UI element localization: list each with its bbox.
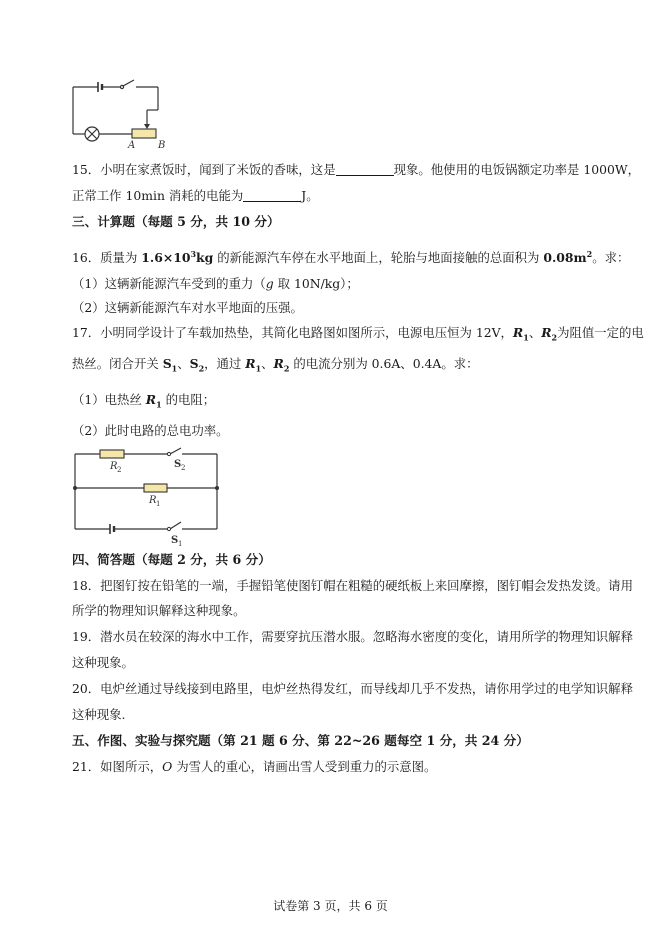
- o-symbol: O: [162, 759, 173, 774]
- circuit-diagram-heater: [70, 447, 224, 549]
- question-20-line-1: 20．电炉丝通过导线接到电路里，电炉丝热得发红，而导线却几乎不发热，请你用学过的电学知识解释: [72, 681, 633, 696]
- q21-text-a: 21．如图所示，: [72, 759, 163, 774]
- q17-text-d: ，通过: [204, 356, 246, 371]
- q15-text-b: 现象。他使用的电饭锅额定功率是 1000W，: [393, 162, 641, 177]
- q16-text-a: 16．质量为: [72, 250, 142, 266]
- label-b: B: [158, 140, 166, 151]
- r2-sub: 2: [551, 332, 558, 343]
- sep: 、: [261, 356, 274, 371]
- question-18-line-1: 18．把图钉按在铅笔的一端，手握铅笔使图钉帽在粗糙的硬纸板上来回摩擦，图钉帽会发热发烫。请用: [72, 578, 633, 593]
- label-r2: R: [110, 461, 118, 472]
- r2-symbol: R: [273, 356, 284, 371]
- question-19-line-2: 这种现象。: [72, 655, 134, 670]
- bulb-icon: [85, 127, 99, 141]
- q15-text-c: 正常工作 10min 消耗的电能为: [72, 188, 244, 203]
- r1-symbol: R: [145, 392, 157, 407]
- r1-sub: 1: [523, 332, 529, 343]
- label-s1: S: [171, 535, 179, 546]
- section-5-heading: 五、作图、实验与探究题（第 21 题 6 分、第 22~26 题每空 1 分，共 24 分）: [72, 733, 529, 748]
- q17-q1-a: （1）电热丝: [72, 392, 146, 407]
- question-16-part-2: （2）这辆新能源汽车对水平地面的压强。: [72, 300, 303, 315]
- question-18-line-2: 所学的物理知识解释这种现象。: [72, 603, 246, 618]
- q16-text-c: 。求：: [592, 250, 630, 266]
- r1-symbol: R: [245, 356, 256, 371]
- resistor-r1: [144, 484, 167, 492]
- label-r1: R: [149, 495, 157, 506]
- q15-text-a: 15．小明在家煮饭时，闻到了米饭的香味，这是: [72, 162, 336, 177]
- question-19-line-1: 19．潜水员在较深的海水中工作，需要穿抗压潜水服。忽略海水密度的变化，请用所学的物理知识解释: [72, 629, 633, 644]
- question-21: [72, 759, 436, 775]
- q16-g-symbol: g: [265, 276, 274, 291]
- q16-area-value: 0.08m: [543, 250, 587, 266]
- label-s2: S: [174, 459, 182, 470]
- label-a: A: [128, 140, 136, 151]
- q16-mass-exp: 3: [190, 249, 197, 259]
- r2-sub: 2: [283, 363, 290, 374]
- question-15-line-1: [72, 162, 640, 178]
- q16-sub1-a: （1）这辆新能源汽车受到的重力（: [72, 276, 266, 291]
- q16-text-b: 的新能源汽车停在水平地面上，轮胎与地面接触的总面积为: [213, 250, 544, 266]
- question-17-line-2: [72, 356, 479, 376]
- question-17-part-2: （2）此时电路的总电功率。: [72, 423, 229, 438]
- q15-text-d: J。: [301, 188, 319, 203]
- answer-blank-15-1[interactable]: [336, 163, 394, 176]
- section-4-heading: 四、简答题（每题 2 分，共 6 分）: [72, 552, 271, 567]
- sep: 、: [528, 325, 542, 340]
- resistor-r2: [100, 450, 124, 458]
- question-17-line-1: [72, 325, 644, 345]
- q16-area-exp: 2: [586, 249, 593, 259]
- q16-sub1-b: 取 10N/kg）；: [273, 276, 359, 291]
- question-16: [72, 246, 629, 266]
- sep: 、: [177, 356, 190, 371]
- circuit-diagram-rheostat: [68, 72, 168, 152]
- section-3-heading: 三、计算题（每题 5 分，共 10 分）: [72, 214, 280, 229]
- question-16-part-1: [72, 276, 359, 292]
- q17-text-a: 17．小明同学设计了车载加热垫，其简化电路图如图所示，电源电压恒为 12V，: [72, 325, 513, 340]
- q17-text-c: 热丝。闭合开关: [72, 356, 163, 371]
- question-20-line-2: 这种现象.: [72, 707, 126, 722]
- question-17-part-1: [72, 392, 215, 412]
- answer-blank-15-2[interactable]: [243, 189, 301, 202]
- r2-symbol: R: [541, 325, 552, 340]
- label-r1-sub: 1: [156, 500, 161, 508]
- label-s2-sub: 2: [181, 464, 186, 472]
- q17-text-b: 为阻值一定的电: [557, 325, 644, 340]
- label-r2-sub: 2: [117, 466, 122, 474]
- s2-sub: 2: [198, 363, 205, 374]
- slider-arrow-icon: [144, 124, 150, 129]
- rheostat-resistor: [132, 129, 156, 138]
- q16-mass-value: 1.6×10: [141, 250, 191, 266]
- r1-sub: 1: [255, 363, 262, 374]
- q17-text-e: 的电流分别为 0.6A、0.4A。求：: [289, 356, 479, 371]
- r1-symbol: R: [512, 325, 524, 340]
- page-footer: 试卷第 3 页，共 6 页: [273, 899, 388, 913]
- s2-symbol: S: [189, 356, 199, 371]
- s1-sub: 1: [171, 363, 178, 374]
- s1-symbol: S: [162, 356, 172, 371]
- question-15-line-2: [72, 188, 319, 204]
- q16-mass-unit: kg: [196, 250, 214, 266]
- r1-sub: 1: [156, 399, 162, 410]
- q16-mass: [141, 250, 213, 265]
- label-s1-sub: 1: [178, 540, 183, 548]
- q21-text-b: 为雪人的重心，请画出雪人受到重力的示意图。: [172, 759, 437, 774]
- q17-q1-b: 的电阻；: [161, 392, 216, 407]
- q16-area: [543, 250, 592, 265]
